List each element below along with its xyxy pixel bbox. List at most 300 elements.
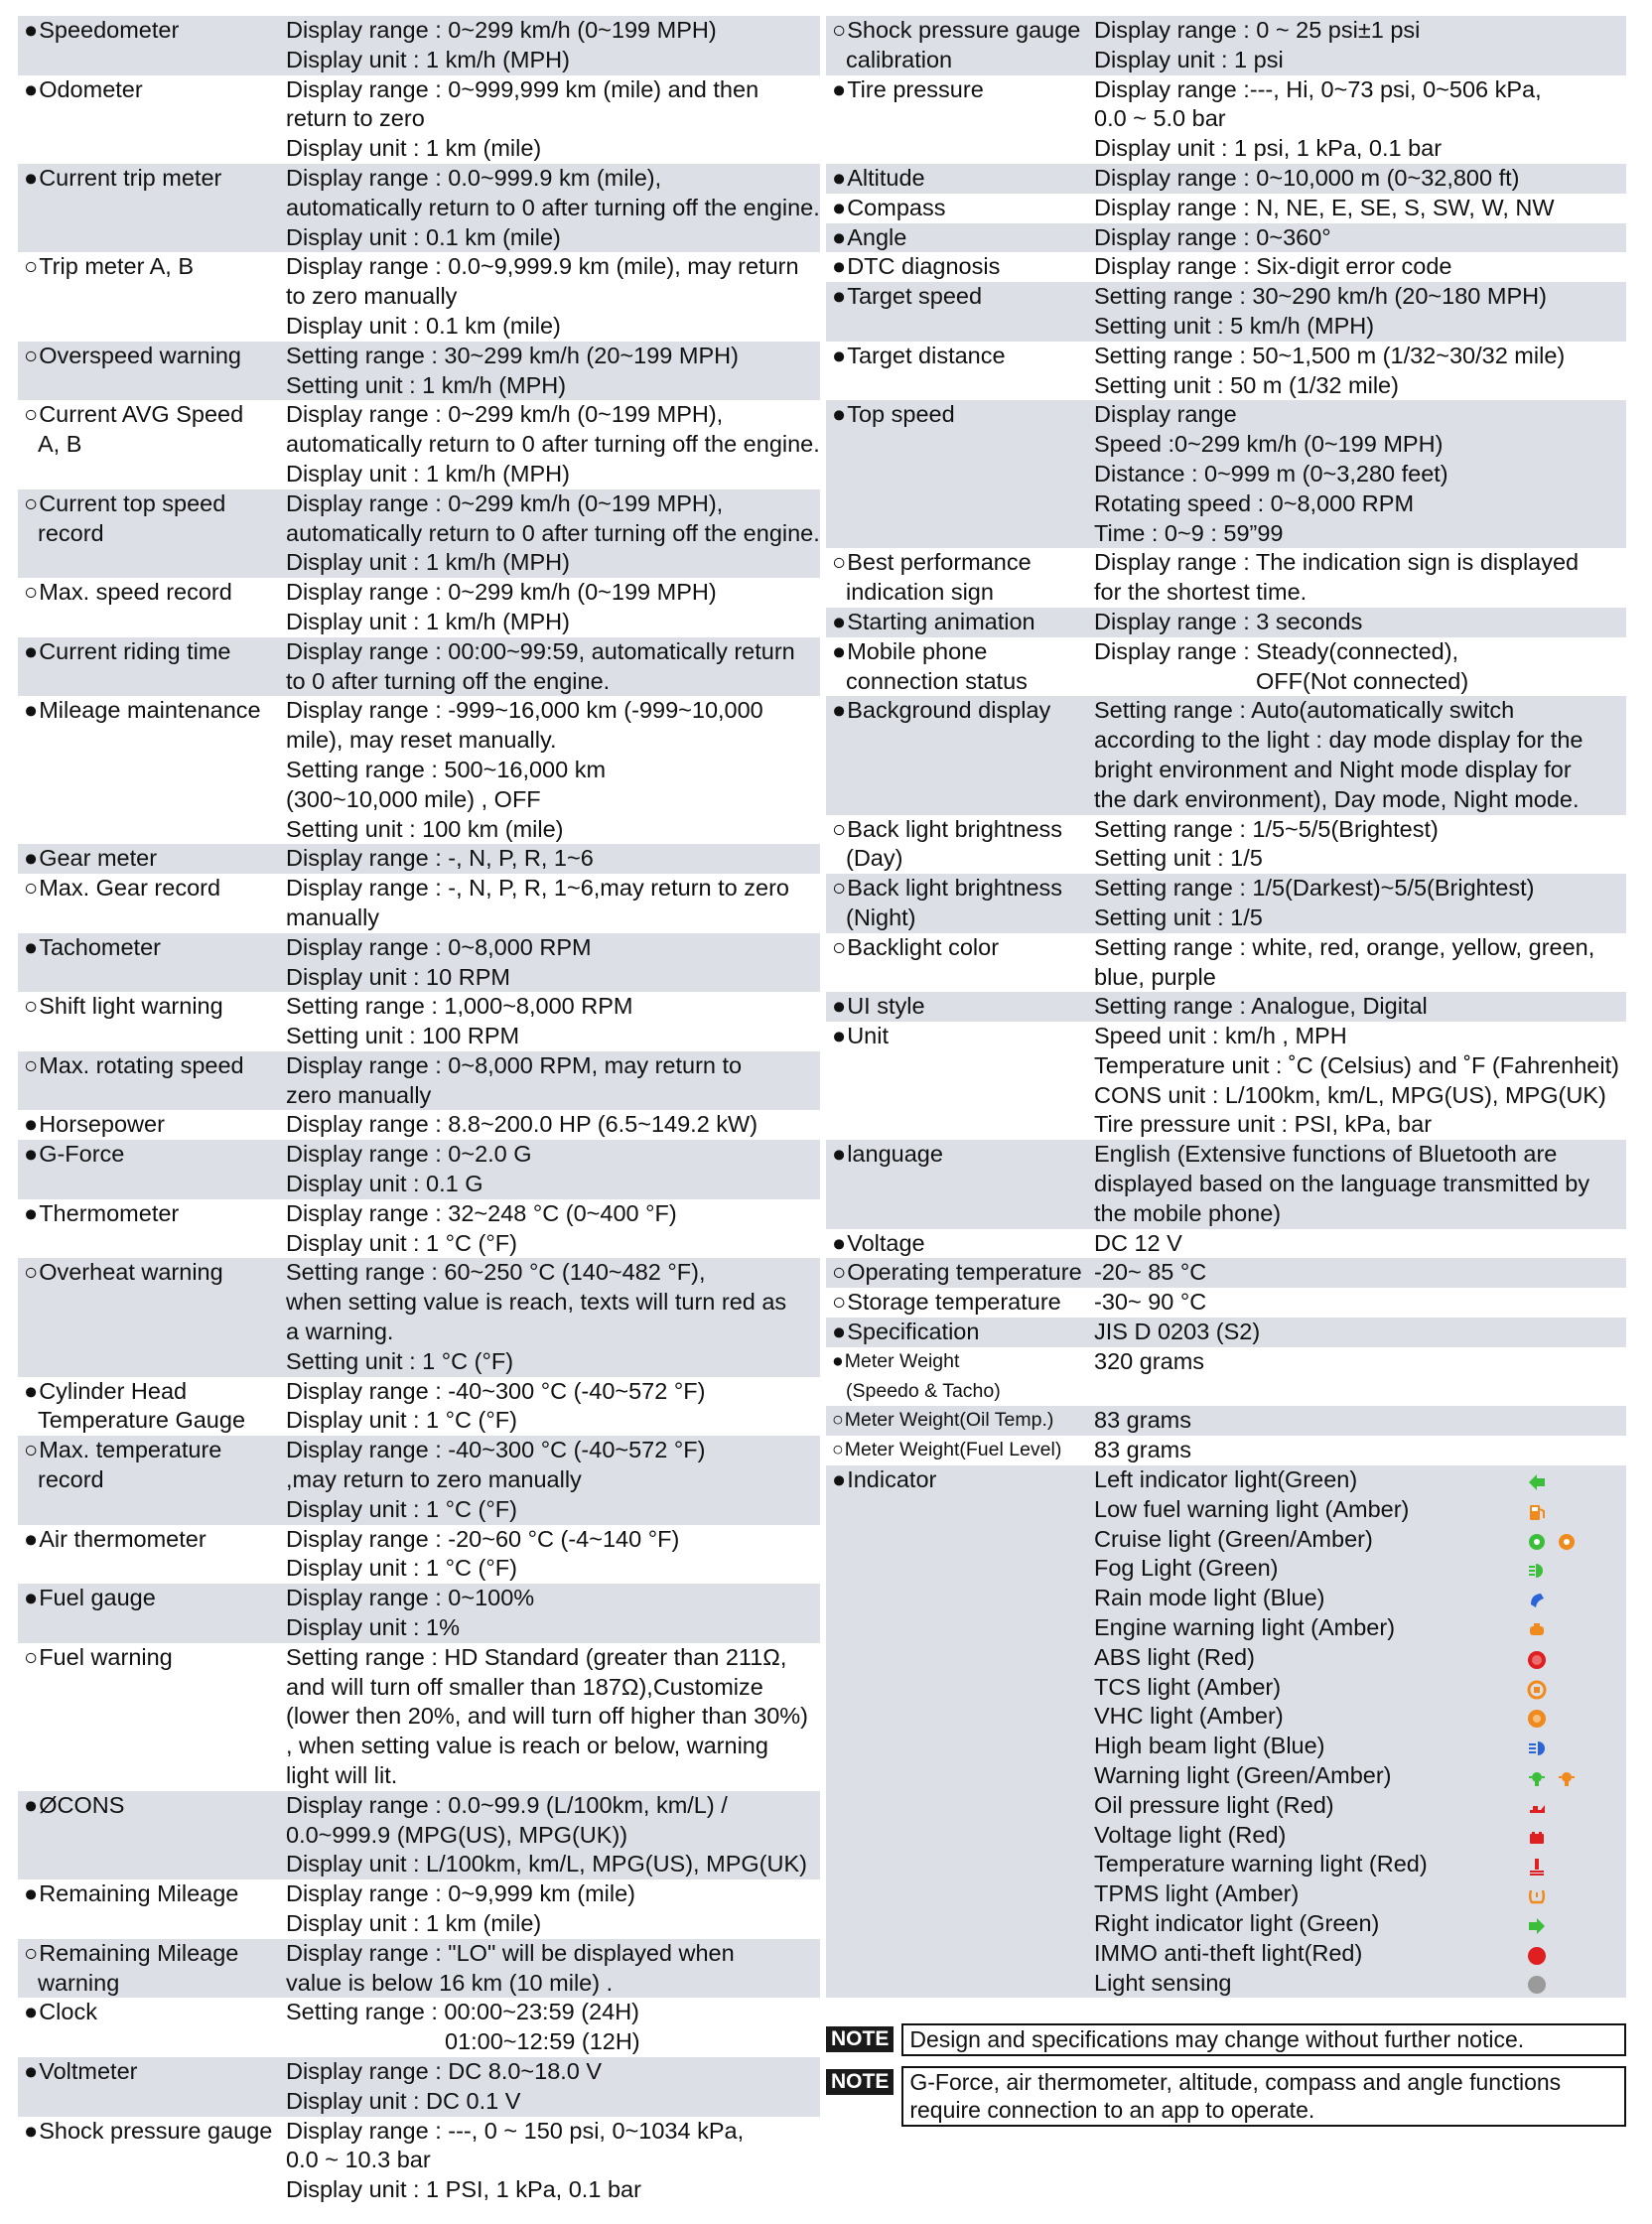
hollow-bullet-icon: ○	[832, 549, 847, 576]
spec-name-text	[832, 1258, 1094, 1288]
spec-name	[18, 1258, 286, 1376]
spec-value-line: Display unit : 1 PSI, 1 kPa, 0.1 bar	[286, 2176, 641, 2203]
spec-value-line: ,may return to zero manually	[286, 1466, 582, 1493]
spec-value	[1094, 874, 1626, 933]
spec-value-line: for the shortest time.	[1094, 579, 1308, 606]
spec-value-line: -30~ 90 °C	[1094, 1289, 1207, 1316]
spec-value-line: Display range : Steady(connected),	[1094, 637, 1459, 664]
spec-value	[1094, 696, 1626, 814]
spec-value-line: Display unit : 1 psi, 1 kPa, 0.1 bar	[1094, 135, 1443, 162]
spec-name	[826, 223, 1094, 253]
spec-value-line: Setting unit : 1 °C (°F)	[286, 1347, 514, 1374]
spec-row-tire-pressure	[826, 75, 1626, 164]
spec-name-text	[832, 1318, 1094, 1347]
spec-row-fuel-warning	[18, 1643, 820, 1791]
spec-value	[1094, 1140, 1626, 1228]
filled-bullet-icon: ●	[24, 697, 39, 724]
spec-value	[286, 696, 820, 844]
spec-name-text	[24, 637, 286, 667]
spec-value-line: and will turn off smaller than 187Ω),Customize	[286, 1673, 763, 1700]
spec-value-line: Display unit : DC 0.1 V	[286, 2087, 521, 2114]
spec-name-text	[24, 252, 286, 282]
spec-value-line: Display range : 0.0~999.9 km (mile),	[286, 164, 662, 191]
right-spec-column	[826, 16, 1626, 1998]
spec-value-line: Setting range : 50~1,500 m (1/32~30/32 mile)	[1094, 342, 1566, 368]
spec-value-line: Display range : 0~9,999 km (mile)	[286, 1880, 635, 1907]
spec-value	[286, 75, 820, 164]
indicator-item	[1094, 1554, 1626, 1584]
spec-value	[286, 342, 820, 401]
spec-name	[18, 1051, 286, 1111]
spec-value	[1094, 223, 1626, 253]
spec-row-starting-animation	[826, 608, 1626, 637]
spec-label: Backlight color	[847, 933, 1000, 960]
spec-row-shock-pressure-gauge	[18, 2117, 820, 2205]
spec-name-text	[24, 1110, 286, 1140]
spec-value	[286, 1110, 820, 1140]
indicator-label: Temperature warning light (Red)	[1094, 1851, 1428, 1877]
spec-name	[826, 282, 1094, 342]
spec-name-subtext: (Day)	[846, 845, 903, 872]
abs-icon	[1527, 1648, 1547, 1668]
spec-row-best-performance-indication-sign	[826, 548, 1626, 608]
spec-row-compass	[826, 194, 1626, 223]
indicator-item	[1094, 1495, 1626, 1525]
spec-label: Gear meter	[39, 845, 158, 872]
spec-label: Storage temperature	[847, 1289, 1061, 1316]
spec-value-line: blue, purple	[1094, 963, 1216, 990]
spec-label: Horsepower	[39, 1111, 165, 1138]
indicator-item	[1094, 1584, 1626, 1613]
spec-row-backlight-color	[826, 933, 1626, 993]
spec-row-dtc-diagnosis	[826, 252, 1626, 282]
spec-label: Best performance	[847, 549, 1032, 576]
spec-name	[18, 1879, 286, 1939]
spec-value	[1094, 342, 1626, 401]
indicator-icon-group	[1507, 1914, 1626, 1934]
filled-bullet-icon: ●	[832, 223, 847, 250]
filled-bullet-icon: ●	[832, 75, 847, 102]
spec-value	[1094, 194, 1626, 223]
spec-value-line: Setting range : Analogue, Digital	[1094, 993, 1428, 1020]
indicator-label: Cruise light (Green/Amber)	[1094, 1525, 1373, 1552]
spec-value	[1094, 75, 1626, 164]
spec-value-line: 0.0 ~ 10.3 bar	[286, 2147, 431, 2173]
spec-value-line: Display range : 0~2.0 G	[286, 1141, 532, 1168]
spec-name-text	[832, 1288, 1094, 1318]
spec-value-line: automatically return to 0 after turning off the engine.	[286, 519, 820, 546]
spec-value-line: Setting range : 1/5(Darkest)~5/5(Brightest)	[1094, 875, 1535, 902]
spec-name	[826, 815, 1094, 875]
oil-pressure-icon	[1527, 1796, 1547, 1816]
spec-value-line: Setting range : 30~299 km/h (20~199 MPH)	[286, 342, 739, 368]
spec-value-line: the mobile phone)	[1094, 1199, 1282, 1226]
rain-mode-icon	[1527, 1589, 1547, 1608]
spec-name	[18, 1377, 286, 1437]
spec-name-subtext: connection status	[846, 667, 1028, 694]
indicator-label: ABS light (Red)	[1094, 1643, 1255, 1670]
spec-label: Fuel gauge	[39, 1585, 156, 1611]
indicator-item	[1094, 1791, 1626, 1821]
spec-value	[286, 1998, 820, 2057]
hollow-bullet-icon: ○	[24, 1939, 39, 1966]
spec-value	[286, 1199, 820, 1259]
indicator-icon-group	[1507, 1737, 1626, 1756]
spec-row-fuel-gauge	[18, 1584, 820, 1643]
spec-name	[826, 1347, 1094, 1407]
indicator-label: Light sensing	[1094, 1969, 1232, 1996]
spec-name-text	[832, 282, 1094, 312]
spec-value-line: Display range : 0~8,000 RPM	[286, 933, 592, 960]
fog-light-icon	[1527, 1559, 1547, 1579]
spec-value-line: displayed based on the language transmitted by	[1094, 1171, 1590, 1197]
hollow-bullet-icon: ○	[24, 401, 39, 428]
filled-bullet-icon: ●	[832, 1319, 847, 1345]
spec-name-text	[24, 1258, 286, 1288]
spec-value-line: Setting range : 500~16,000 km	[286, 756, 607, 782]
spec-value-line: Setting range : 00:00~23:59 (24H)	[286, 1999, 640, 2025]
filled-bullet-icon: ●	[24, 637, 39, 664]
indicator-icon-group	[1507, 1973, 1626, 1993]
spec-value-line: Display unit : 1 km/h (MPH)	[286, 549, 570, 576]
spec-value	[286, 1584, 820, 1643]
vhc-icon	[1527, 1707, 1547, 1727]
spec-label: Cylinder Head	[39, 1377, 188, 1404]
spec-name-subtext: record	[38, 1466, 104, 1493]
immo-dot-icon	[1527, 1944, 1547, 1964]
spec-name	[18, 1791, 286, 1879]
spec-value-line: 320 grams	[1094, 1347, 1205, 1374]
spec-value-line: Display range : 0.0~99.9 (L/100km, km/L) /	[286, 1791, 728, 1818]
spec-value-line: Display range : 0~299 km/h (0~199 MPH),	[286, 489, 724, 516]
spec-name	[18, 933, 286, 993]
indicator-label: Low fuel warning light (Amber)	[1094, 1495, 1410, 1522]
left-arrow-icon	[1527, 1470, 1547, 1490]
spec-value-line: Display range : -, N, P, R, 1~6	[286, 845, 594, 872]
spec-value-line: , when setting value is reach or below, warning	[286, 1733, 768, 1759]
spec-name-text	[24, 1584, 286, 1613]
hollow-bullet-icon: ○	[24, 993, 39, 1020]
indicator-item	[1094, 1673, 1626, 1703]
spec-value	[286, 1051, 820, 1111]
spec-value	[286, 992, 820, 1051]
spec-value	[1094, 1258, 1626, 1288]
spec-value-line: Display unit : 0.1 km (mile)	[286, 312, 561, 339]
spec-name-text	[832, 342, 1094, 371]
spec-name	[826, 16, 1094, 75]
spec-name-text	[24, 1643, 286, 1673]
spec-value	[1094, 252, 1626, 282]
spec-value-line: Setting range : Auto(automatically switch	[1094, 697, 1515, 724]
spec-name-text	[832, 164, 1094, 194]
spec-name-text	[24, 2117, 286, 2147]
spec-label: Starting animation	[847, 608, 1035, 634]
spec-row-indicator	[826, 1465, 1626, 1998]
hollow-bullet-icon: ○	[832, 1439, 844, 1461]
spec-name	[18, 1140, 286, 1199]
spec-name-text	[24, 1199, 286, 1229]
spec-label: Mobile phone	[847, 637, 988, 664]
indicator-icon-group	[1507, 1944, 1626, 1964]
spec-row-back-light-brightness-day	[826, 815, 1626, 875]
hollow-bullet-icon: ○	[24, 1643, 39, 1670]
indicator-icon-group	[1507, 1500, 1626, 1520]
spec-value-line: Display range : -40~300 °C (-40~572 °F)	[286, 1437, 706, 1463]
spec-value-line: Display unit : 0.1 G	[286, 1171, 483, 1197]
spec-name	[826, 400, 1094, 548]
spec-value	[286, 578, 820, 637]
spec-name-subtext: (Speedo & Tacho)	[846, 1379, 1001, 1402]
spec-value-line: bright environment and Night mode display for	[1094, 756, 1572, 782]
spec-name-text	[24, 2057, 286, 2087]
spec-value	[286, 1377, 820, 1437]
spec-name	[18, 578, 286, 637]
spec-name-text	[24, 844, 286, 874]
battery-icon	[1527, 1826, 1547, 1846]
spec-label: Mileage maintenance	[39, 697, 261, 724]
filled-bullet-icon: ●	[832, 637, 847, 664]
spec-value-line: Display range : 0~8,000 RPM, may return to	[286, 1051, 743, 1078]
spec-name	[18, 2057, 286, 2117]
spec-name	[18, 16, 286, 75]
spec-label: Voltmeter	[39, 2057, 138, 2084]
spec-name	[826, 342, 1094, 401]
spec-name-text	[24, 1140, 286, 1170]
spec-row-overspeed-warning	[18, 342, 820, 401]
indicator-icon-group	[1507, 1470, 1626, 1490]
spec-label: Current riding time	[39, 637, 231, 664]
spec-label: Tire pressure	[847, 75, 984, 102]
spec-value	[286, 874, 820, 933]
indicator-item	[1094, 1909, 1626, 1939]
filled-bullet-icon: ●	[24, 1525, 39, 1552]
spec-value-line: Display range	[1094, 401, 1237, 428]
indicator-item	[1094, 1821, 1626, 1851]
spec-value	[1094, 1022, 1626, 1140]
indicator-icon-group	[1507, 1559, 1626, 1579]
indicator-icon-group	[1507, 1530, 1626, 1550]
spec-name	[18, 1525, 286, 1585]
spec-name	[18, 696, 286, 844]
spec-row-shift-light-warning	[18, 992, 820, 1051]
spec-value-line: Time : 0~9 : 59”99	[1094, 519, 1284, 546]
spec-name	[18, 342, 286, 401]
indicator-item	[1094, 1613, 1626, 1643]
spec-name-text	[832, 252, 1094, 282]
spec-name	[826, 1465, 1094, 1998]
spec-row-overheat-warning	[18, 1258, 820, 1376]
tpms-icon	[1527, 1884, 1547, 1904]
filled-bullet-icon: ●	[24, 845, 39, 872]
spec-value-line: Display unit : 1 °C (°F)	[286, 1555, 517, 1582]
spec-value-line: Display range : -, N, P, R, 1~6,may return to zero	[286, 875, 789, 902]
spec-row-back-light-brightness-night	[826, 874, 1626, 933]
spec-label: Speedometer	[39, 17, 180, 43]
spec-value	[286, 1939, 820, 1999]
spec-value-line: the dark environment), Day mode, Night mode.	[1094, 785, 1580, 812]
filled-bullet-icon: ●	[832, 1349, 844, 1372]
spec-value-line: Display range : N, NE, E, SE, S, SW, W, NW	[1094, 194, 1555, 220]
spec-label: Trip meter A, B	[39, 253, 195, 280]
spec-name	[826, 696, 1094, 814]
spec-value-line: mile), may reset manually.	[286, 727, 557, 754]
spec-row-max-gear-record	[18, 874, 820, 933]
spec-row-voltmeter	[18, 2057, 820, 2117]
spec-row-unit	[826, 1022, 1626, 1140]
spec-name-text	[24, 16, 286, 46]
spec-label: Overspeed warning	[39, 342, 241, 368]
spec-value	[1094, 1229, 1626, 1259]
indicator-icon-group	[1507, 1707, 1626, 1727]
spec-value-line: Display unit : 1 km/h (MPH)	[286, 608, 570, 634]
right-arrow-icon	[1527, 1914, 1547, 1934]
spec-value-line: Display range : 00:00~99:59, automatically return	[286, 637, 795, 664]
spec-label: Meter Weight(Fuel Level)	[844, 1439, 1062, 1461]
spec-name-text	[832, 1436, 1094, 1465]
hollow-bullet-icon: ○	[832, 875, 847, 902]
spec-value-line: 83 grams	[1094, 1407, 1191, 1434]
spec-value-line: Setting range : 1/5~5/5(Brightest)	[1094, 815, 1439, 842]
spec-name	[18, 489, 286, 578]
spec-value-line: (300~10,000 mile) , OFF	[286, 785, 541, 812]
spec-name	[826, 992, 1094, 1022]
spec-name	[18, 1110, 286, 1140]
filled-bullet-icon: ●	[24, 933, 39, 960]
spec-value-line: Setting range : 60~250 °C (140~482 °F),	[286, 1259, 706, 1286]
spec-label: Remaining Mileage	[39, 1939, 239, 1966]
spec-label: Meter Weight(Oil Temp.)	[844, 1409, 1054, 1432]
spec-value-line: return to zero	[286, 105, 425, 132]
indicator-label: Warning light (Green/Amber)	[1094, 1762, 1392, 1789]
spec-name	[826, 75, 1094, 164]
spec-row-cons	[18, 1791, 820, 1879]
spec-row-clock	[18, 1998, 820, 2057]
note-text-line: Design and specifications may change without further notice.	[909, 2026, 1525, 2052]
spec-value-line: Setting unit : 1/5	[1094, 904, 1263, 930]
spec-value-line: Tire pressure unit : PSI, kPa, bar	[1094, 1111, 1433, 1138]
spec-name	[826, 933, 1094, 993]
indicator-item	[1094, 1732, 1626, 1761]
spec-name-subtext: Temperature Gauge	[38, 1407, 246, 1434]
spec-label: Max. temperature	[39, 1437, 222, 1463]
spec-value-line: Display unit : 1 °C (°F)	[286, 1407, 517, 1434]
spec-name	[18, 992, 286, 1051]
spec-name-text	[24, 578, 286, 608]
spec-value-line: Display unit : 1 km (mile)	[286, 1910, 542, 1936]
spec-name-text	[832, 933, 1094, 963]
spec-name-text	[24, 1998, 286, 2027]
spec-name	[826, 194, 1094, 223]
spec-value-line: CONS unit : L/100km, km/L, MPG(US), MPG(UK)	[1094, 1081, 1606, 1108]
spec-value-line: Display range : "LO" will be displayed when	[286, 1939, 735, 1966]
spec-label: Unit	[847, 1023, 889, 1049]
filled-bullet-icon: ●	[24, 1880, 39, 1907]
spec-value	[1094, 164, 1626, 194]
spec-value-line: Display unit : 1 km/h (MPH)	[286, 46, 570, 72]
spec-value	[286, 1436, 820, 1524]
spec-name-text	[832, 1140, 1094, 1170]
spec-value-line: automatically return to 0 after turning off the engine.	[286, 431, 820, 458]
spec-name-subtext: A, B	[38, 431, 82, 458]
spec-row-current-trip-meter	[18, 164, 820, 252]
spec-value-line: Display range : 0~10,000 m (0~32,800 ft)	[1094, 164, 1520, 191]
spec-name-text	[832, 1022, 1094, 1051]
filled-bullet-icon: ●	[24, 1999, 39, 2025]
spec-label: Back light brightness	[847, 815, 1063, 842]
filled-bullet-icon: ●	[832, 1141, 847, 1168]
engine-icon	[1527, 1618, 1547, 1638]
spec-value-line: 01:00~12:59 (12H)	[445, 2028, 640, 2055]
spec-label: Angle	[847, 223, 907, 250]
spec-name	[18, 1939, 286, 1999]
spec-row-current-top-speed-record	[18, 489, 820, 578]
spec-value	[1094, 16, 1626, 75]
spec-value-line: Display range : 0.0~9,999.9 km (mile), may return	[286, 253, 799, 280]
spec-label: Back light brightness	[847, 875, 1063, 902]
spec-value	[1094, 548, 1626, 608]
spec-name	[826, 608, 1094, 637]
spec-label: Fuel warning	[39, 1643, 173, 1670]
spec-value-line: zero manually	[286, 1081, 432, 1108]
spec-value-line: Display range : -999~16,000 km (-999~10,000	[286, 697, 763, 724]
spec-label: Background display	[847, 697, 1051, 724]
spec-value-line: Display unit : 10 RPM	[286, 963, 510, 990]
note-badge: NOTE	[826, 2069, 894, 2095]
spec-value-line: 0.0~999.9 (MPG(US), MPG(UK))	[286, 1821, 628, 1848]
spec-value-line: Display range : DC 8.0~18.0 V	[286, 2057, 603, 2084]
spec-name-text	[24, 696, 286, 726]
spec-value-line: JIS D 0203 (S2)	[1094, 1319, 1261, 1345]
spec-row-max-rotating-speed	[18, 1051, 820, 1111]
spec-value-line: when setting value is reach, texts will turn red as	[286, 1289, 787, 1316]
spec-row-operating-temperature	[826, 1258, 1626, 1288]
spec-value-line: Display range : -40~300 °C (-40~572 °F)	[286, 1377, 706, 1404]
spec-value-line: 83 grams	[1094, 1437, 1191, 1463]
spec-row-angle	[826, 223, 1626, 253]
indicator-label: VHC light (Amber)	[1094, 1703, 1284, 1730]
spec-name-text	[832, 75, 1094, 105]
spec-name	[18, 400, 286, 488]
spec-name-subtext: calibration	[846, 46, 953, 72]
spec-name-text	[24, 489, 286, 519]
spec-value-line: Rotating speed : 0~8,000 RPM	[1094, 489, 1415, 516]
spec-label: Clock	[39, 1999, 97, 2025]
indicator-item	[1094, 1850, 1626, 1879]
spec-value-line: Setting unit : 5 km/h (MPH)	[1094, 312, 1375, 339]
spec-row-max-speed-record	[18, 578, 820, 637]
spec-value	[1094, 992, 1626, 1022]
temperature-icon	[1527, 1855, 1547, 1875]
spec-row-voltage	[826, 1229, 1626, 1259]
spec-value-line: Display range : 8.8~200.0 HP (6.5~149.2 kW)	[286, 1111, 758, 1138]
spec-row-remaining-mileage	[18, 1879, 820, 1939]
spec-value-line: Temperature unit : ˚C (Celsius) and ˚F (Fahrenheit)	[1094, 1051, 1619, 1078]
hollow-bullet-icon: ○	[24, 579, 39, 606]
spec-value	[286, 2057, 820, 2117]
spec-value	[1094, 1347, 1626, 1407]
spec-value-line: Display range : ---, 0 ~ 150 psi, 0~1034 kPa,	[286, 2117, 745, 2144]
spec-value-line: Display range : 0 ~ 25 psi±1 psi	[1094, 17, 1421, 43]
spec-value	[286, 1643, 820, 1791]
hollow-bullet-icon: ○	[832, 17, 847, 43]
spec-row-current-avg-speed-a-b	[18, 400, 820, 488]
spec-name-subtext: (Night)	[846, 904, 916, 930]
spec-value	[1094, 637, 1626, 697]
spec-name	[18, 874, 286, 933]
indicator-label: High beam light (Blue)	[1094, 1733, 1325, 1759]
spec-value	[1094, 400, 1626, 548]
indicator-item	[1094, 1465, 1626, 1495]
